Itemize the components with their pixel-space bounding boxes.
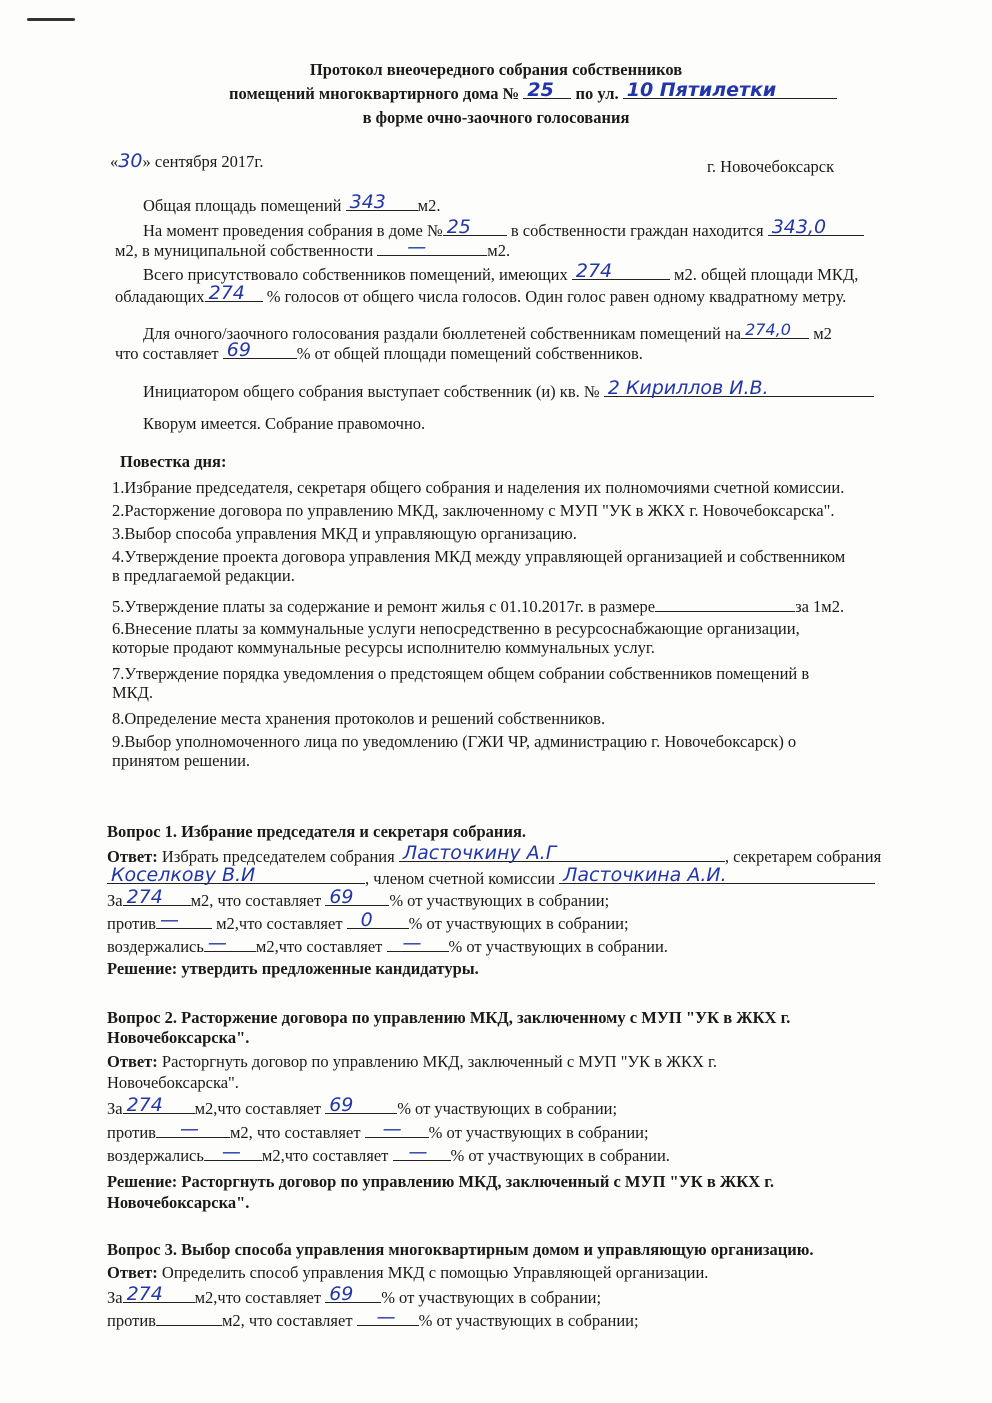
- agenda-item-2: 2.Расторжение договора по управлению МКД, заключенному с МУП "УК в ЖКХ г. Новочебоксарска".: [112, 501, 835, 520]
- agenda-item-8: 8.Определение места хранения протоколов и решений собственников.: [112, 709, 606, 728]
- q2-za-line: За 274 м2,что составляет 69 % от участвующих в собрании;: [107, 1094, 618, 1118]
- agenda-item-6-cont: которые продают коммунальные ресурсы исполнителю коммунальных услуг.: [112, 638, 655, 657]
- q1-title: Вопрос 1. Избрание председателя и секретаря собрания.: [107, 822, 527, 841]
- agenda-item-7-cont: МКД.: [112, 683, 154, 702]
- q2-title: Вопрос 2. Расторжение договора по управлению МКД, заключенному с МУП "УК в ЖКХ г.: [107, 1008, 791, 1027]
- street-handwritten: 10 Пятилетки: [626, 79, 777, 101]
- q1-za-line: За 274 м2, что составляет 69 % от участвующих в собрании;: [107, 886, 610, 910]
- house-number-handwritten: 25: [527, 79, 554, 101]
- q2-abstain-line: воздержались — м2,что составляет — % от участвующих в собрании.: [107, 1141, 670, 1165]
- initiator-line: Инициатором общего собрания выступает собственник (и) кв. № 2 Кириллов И.В.: [143, 381, 874, 402]
- agenda-item-3: 3.Выбор способа управления МКД и управляющую организацию.: [112, 524, 577, 543]
- agenda-item-4: 4.Утверждение проекта договора управления МКД между управляющей организацией и собственником: [112, 547, 846, 566]
- q1-secretary-line: Коселкову В.И , членом счетной комиссии Ласточкина А.И.: [107, 868, 875, 889]
- q1-answer-line: Ответ: Избрать председателем собрания Ласточкину А.Г , секретарем собрания: [107, 842, 882, 866]
- q3-answer-line: Ответ: Определить способ управления МКД с помощью Управляющей организации.: [107, 1263, 709, 1282]
- q2-decision-cont: Новочебоксарска".: [107, 1193, 250, 1212]
- agenda-item-7: 7.Утверждение порядка уведомления о предстоящем общем собрании собственников помещений в: [112, 664, 810, 683]
- ballots-percent-line: что составляет 69 % от общей площади помещений собственников.: [115, 339, 643, 363]
- q2-answer-cont: Новочебоксарска".: [107, 1073, 239, 1092]
- q3-title: Вопрос 3. Выбор способа управления многоквартирным домом и управляющую организацию.: [107, 1240, 814, 1259]
- ownership-line: На момент проведения собрания в доме № 25 в собственности граждан находится 343,0: [143, 220, 864, 241]
- agenda-item-4-cont: в предлагаемой редакции.: [112, 566, 295, 585]
- q3-za-line: За 274 м2,что составляет 69 % от участвующих в собрании;: [107, 1283, 602, 1307]
- city: г. Новочебоксарск: [707, 157, 835, 176]
- ballots-line: Для очного/заочного голосования раздали бюллетеней собственникам помещений на 274,0 м2: [143, 320, 832, 343]
- title-line-1: Протокол внеочередного собрания собственников: [309, 60, 683, 79]
- total-area-line: Общая площадь помещений 343 м2.: [143, 191, 441, 215]
- pen-mark: [27, 18, 75, 21]
- date-line: «30» сентября 2017г.: [110, 150, 264, 172]
- quorum-line: Кворум имеется. Собрание правомочно.: [143, 414, 426, 433]
- q1-against-line: против — м2,что составляет 0 % от участвующих в собрании;: [107, 909, 629, 933]
- title-line-3: в форме очно-заочного голосования: [362, 108, 630, 127]
- q1-abstain-line: воздержались — м2,что составляет — % от участвующих в собрании.: [107, 932, 668, 956]
- agenda-item-6: 6.Внесение платы за коммунальные услуги непосредственно в ресурсоснабжающие организации,: [112, 619, 800, 638]
- q2-title-cont: Новочебоксарска".: [107, 1028, 250, 1047]
- agenda-item-9-cont: принятом решении.: [112, 751, 251, 770]
- agenda-title: Повестка дня:: [120, 452, 227, 471]
- municipal-line: м2, в муниципальной собственности — м2.: [115, 236, 511, 260]
- date-day-handwritten: 30: [118, 150, 143, 172]
- chair-handwritten: Ласточкину А.Г: [402, 842, 557, 864]
- agenda-item-5: 5.Утверждение платы за содержание и ремонт жилья с 01.10.2017г. в размере за 1м2.: [112, 597, 845, 616]
- agenda-item-1: 1.Избрание председателя, секретаря общего собрания и наделения их полномочиями счетной комиссии.: [112, 478, 845, 497]
- present-line: Всего присутствовало собственников помещений, имеющих 274 м2. общей площади МКД,: [143, 260, 859, 284]
- secretary-handwritten: Коселкову В.И: [111, 864, 256, 886]
- q3-against-line: против м2, что составляет — % от участвующих в собрании;: [107, 1306, 639, 1330]
- q1-decision: Решение: утвердить предложенные кандидатуры.: [107, 959, 479, 978]
- q2-answer-line: Ответ: Расторгнуть договор по управлению МКД, заключенный с МУП "УК в ЖКХ г.: [107, 1052, 718, 1071]
- member-handwritten: Ласточкина А.И.: [563, 864, 727, 886]
- votes-line: обладающих 274 % голосов от общего числа голосов. Один голос равен одному квадратному метру.: [115, 282, 847, 306]
- q2-decision: Решение: Расторгнуть договор по управлению МКД, заключенный с МУП "УК в ЖКХ г.: [107, 1172, 775, 1191]
- agenda-item-9: 9.Выбор уполномоченного лица по уведомлению (ГЖИ ЧР, администрацию г. Новочебоксарск) о: [112, 732, 797, 751]
- q2-against-line: против — м2, что составляет — % от участвующих в собрании;: [107, 1118, 649, 1142]
- title-line-2: помещений многоквартирного дома № 25 по ул. 10 Пятилетки: [229, 83, 837, 104]
- initiator-handwritten: 2 Кириллов И.В.: [607, 377, 769, 399]
